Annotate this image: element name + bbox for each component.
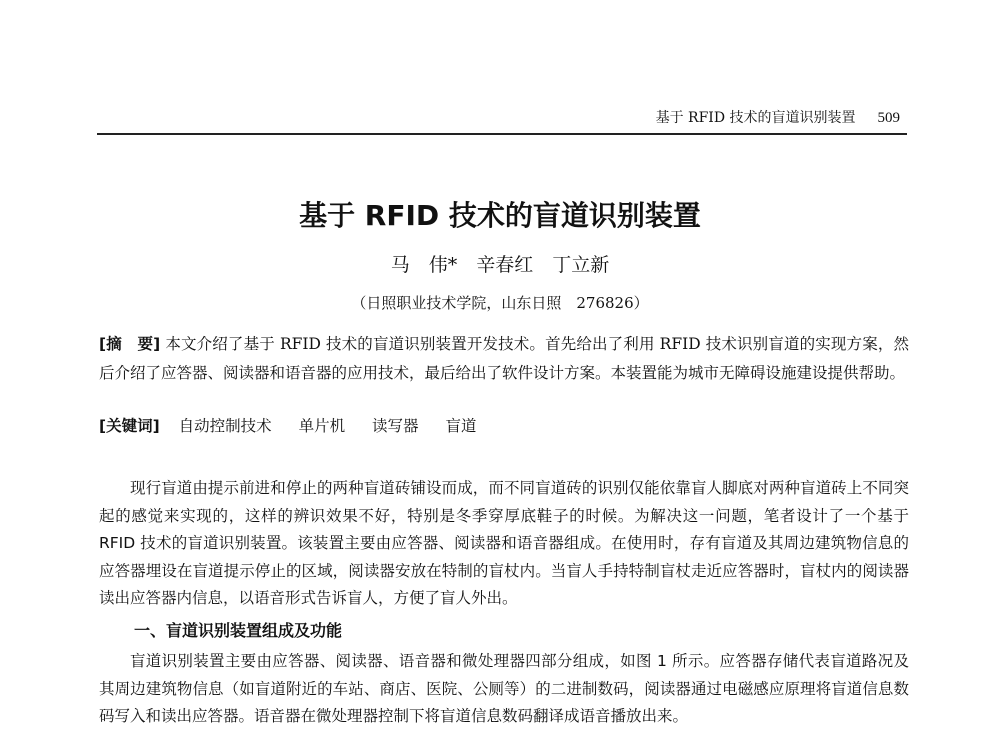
running-header-title: 基于 RFID 技术的盲道识别装置 [655, 110, 856, 126]
section-heading-1: 一、盲道识别装置组成及功能 [134, 621, 343, 640]
body-paragraph-2: 盲道识别装置主要由应答器、阅读器、语音器和微处理器四部分组成，如图 1 所示。应答器存储代表盲道路况及其周边建筑物信息（如盲道附近的车站、商店、医院、公厕等）的二进制数码，阅读器通过电磁感应原理将盲道信息数码写入和读出应答器。语音器在微处理器控制下将盲道信息数码翻译成语音播放出来。 [99, 652, 909, 725]
abstract-text: 本文介绍了基于 RFID 技术的盲道识别装置开发技术。首先给出了利用 RFID 技术识别盲道的实现方案，然后介绍了应答器、阅读器和语音器的应用技术，最后给出了软件设计方案。本装置能为城市无障碍设施建设提供帮助。 [99, 335, 909, 382]
page-number: 509 [877, 110, 900, 126]
keywords [99, 414, 498, 436]
paper-authors: 马 伟* 辛春红 丁立新 [390, 254, 610, 276]
keywords-label: [关键词] [99, 417, 160, 435]
keyword: 盲道 [445, 417, 477, 435]
keyword: 自动控制技术 [178, 417, 272, 435]
keyword: 读写器 [372, 417, 419, 435]
running-header [656, 107, 900, 127]
body-paragraph-1: 现行盲道由提示前进和停止的两种盲道砖铺设而成，而不同盲道砖的识别仅能依靠盲人脚底对两种盲道砖上不同突起的感觉来实现的，这样的辨识效果不好，特别是冬季穿厚底鞋子的时候。为解决这一问题，笔者设计了一个基于 RFID 技术的盲道识别装置。该装置主要由应答器、阅读器和语音器组成。在使用时，存有盲道及其周边建筑物信息的应答器埋设在盲道提示停止的区域，阅读器安放在特制的盲杖内。当盲人手持特制盲杖走近应答器时，盲杖内的阅读器读出应答器内信息，以语音形式告诉盲人，方便了盲人外出。 [99, 479, 909, 607]
keyword: 单片机 [298, 417, 346, 435]
header-rule [97, 133, 907, 135]
abstract-label: [摘 要] [99, 335, 161, 353]
paper-affiliation: （日照职业技术学院，山东日照 276826） [351, 294, 649, 312]
paper-title: 基于 RFID 技术的盲道识别装置 [299, 199, 701, 232]
abstract [99, 330, 909, 388]
